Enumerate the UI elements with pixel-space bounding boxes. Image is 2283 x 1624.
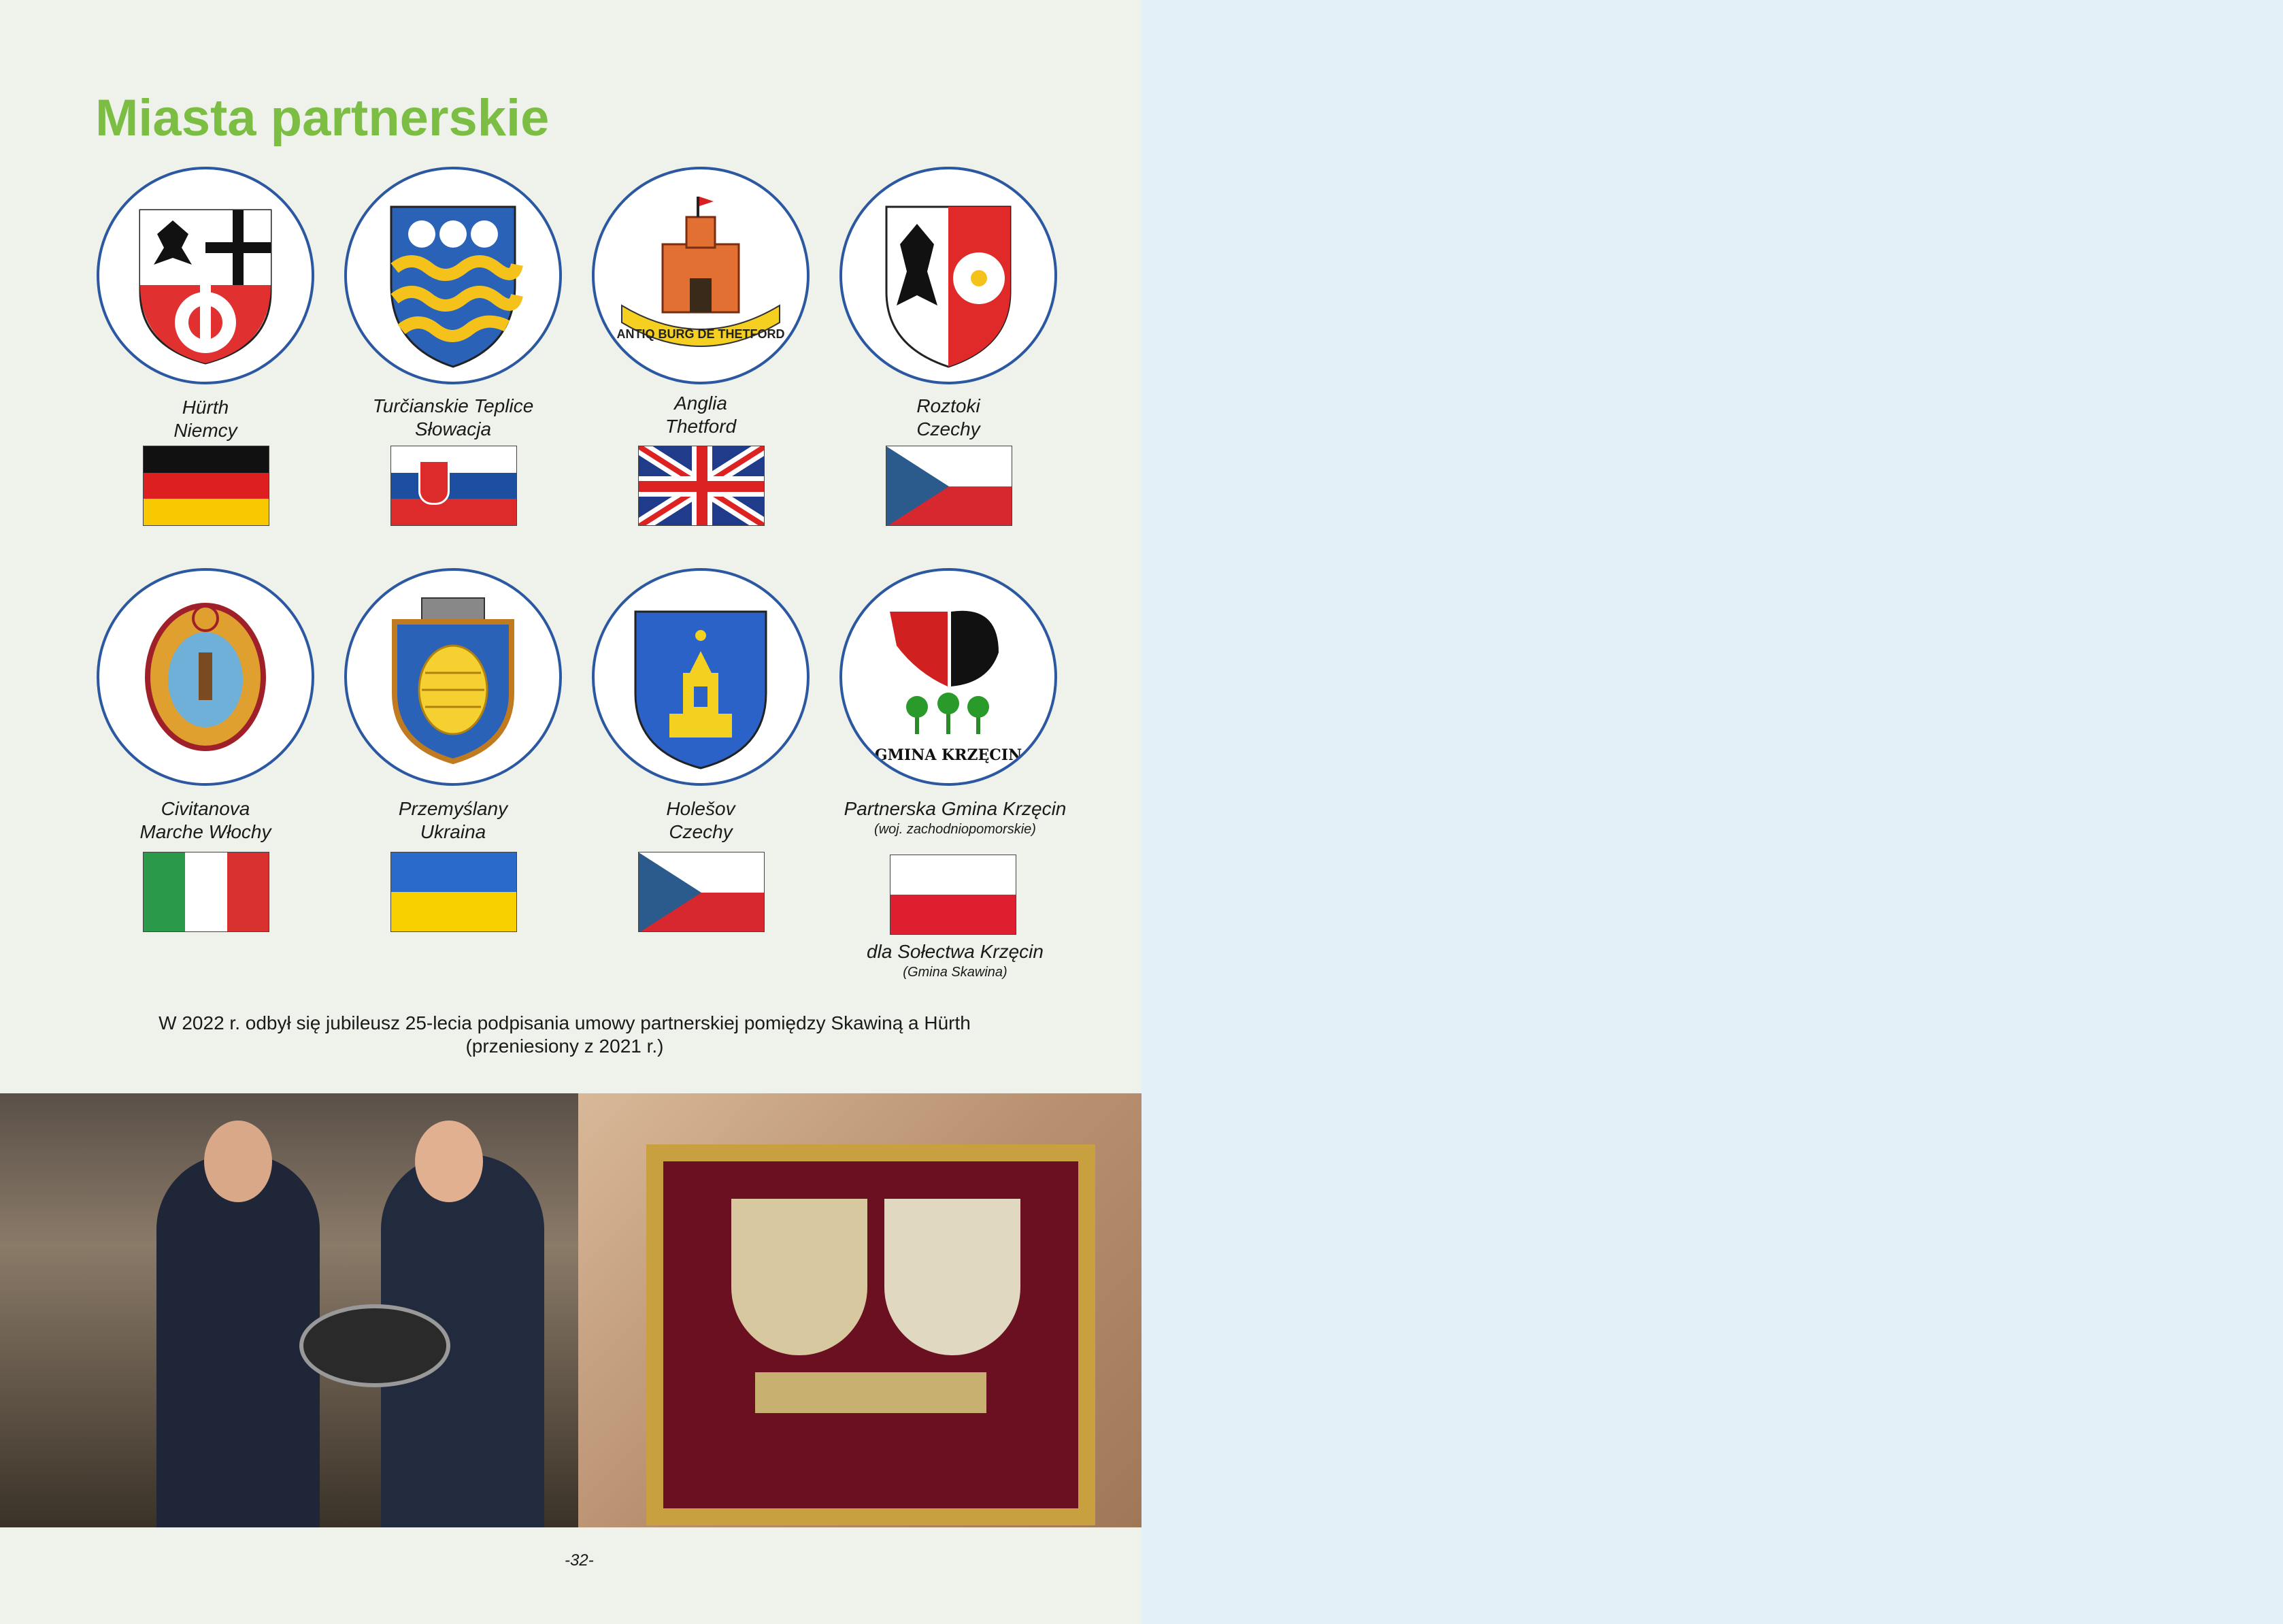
right-page <box>1142 0 2283 1624</box>
crest-civitanova <box>97 568 314 786</box>
page-title: Miasta partnerskie <box>95 89 550 147</box>
flag-germany <box>143 446 269 526</box>
ceremony-photo <box>0 1093 1142 1527</box>
city-name-przemyslany: Przemyślany Ukraina <box>398 798 508 842</box>
thetford-banner-text: ANTIQ BURG DE THETFORD <box>616 327 785 341</box>
flag-poland <box>890 855 1016 935</box>
city-name-holesov: Holešov Czechy <box>666 798 735 842</box>
city-name-thetford: Anglia Thetford <box>665 393 737 437</box>
flag-united-kingdom <box>638 446 765 526</box>
flag-czech-republic <box>886 446 1012 526</box>
crest-thetford <box>592 167 810 384</box>
flag-slovakia <box>390 446 517 526</box>
city-name-roztoki: Roztoki Czechy <box>916 395 980 440</box>
crest-turcianske-teplice <box>344 167 562 384</box>
city-name-turcianske-teplice: Turčianskie Teplice Słowacja <box>372 395 534 440</box>
crest-holesov <box>592 568 810 786</box>
crest-przemyslany <box>344 568 562 786</box>
crest-hurth <box>97 167 314 384</box>
solectwo-note: dla Sołectwa Krzęcin (Gmina Skawina) <box>867 941 1044 980</box>
city-name-civitanova: Civitanova Marche Włochy <box>139 798 271 842</box>
page-number-left: -32- <box>565 1551 594 1570</box>
crest-roztoki <box>839 167 1057 384</box>
photo-caption: W 2022 r. odbył się jubileusz 25-lecia podpisania umowy partnerskiej pomiędzy Skawiną a Hürth (przeniesiony z 2021 r.) <box>159 1012 971 1057</box>
crest-krzecin <box>839 568 1057 786</box>
krzecin-crest-text: GMINA KRZĘCIN <box>874 746 1022 764</box>
city-name-krzecin: Partnerska Gmina Krzęcin (woj. zachodniopomorskie) <box>844 798 1067 837</box>
flag-italy <box>143 852 269 932</box>
flag-czech-republic-holesov <box>638 852 765 932</box>
flag-ukraine <box>390 852 517 932</box>
city-name-hurth: Hürth Niemcy <box>173 397 237 441</box>
